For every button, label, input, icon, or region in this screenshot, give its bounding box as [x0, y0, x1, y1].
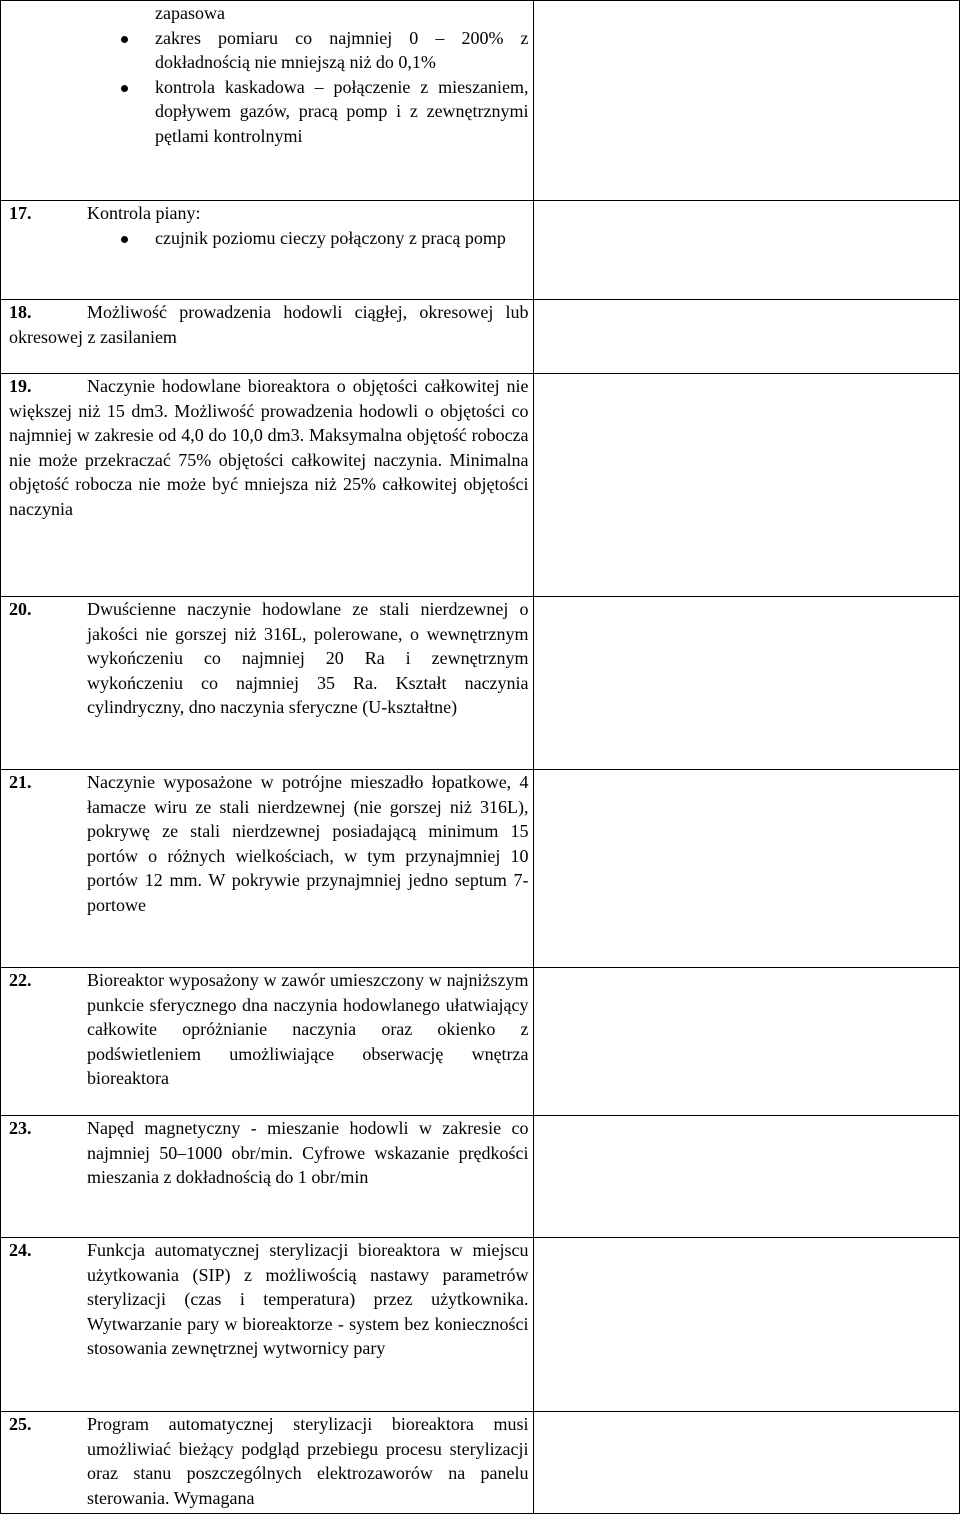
item-text: Bioreaktor wyposażony w zawór umieszczony w najniższym punkcie sferycznego dna naczynia hodowlanego ułatwiający całkowite opróżnianie naczynia oraz okienko z podświetleniem umożliwiające obserwację wnętrza bioreaktora	[87, 970, 529, 1088]
offer-cell	[533, 300, 959, 374]
table-row	[1, 300, 960, 374]
list-item-text: zakres pomiaru co najmniej 0 – 200% z dokładnością nie mniejszą niż do 0,1%	[155, 27, 529, 72]
description-cell	[1, 201, 534, 300]
table-row	[1, 597, 960, 770]
item-number: 19.	[9, 376, 32, 396]
item-number: 25.	[9, 1414, 32, 1434]
item-number: 20.	[9, 599, 32, 619]
description-cell	[1, 1238, 534, 1412]
item-text: Naczynie hodowlane bioreaktora o objętości całkowitej nie większej niż 15 dm3. Możliwość prowadzenia hodowli o objętości co najmniej w zakresie od 4,0 do 10,0 dm3. Maksymalna objętość robocza nie może przekraczać 75% objętości całkowitej naczynia. Minimalna objętość robocza nie może być mniejsza niż 25% całkowitej objętości naczynia	[9, 376, 529, 519]
offer-cell	[533, 374, 959, 597]
table-row	[1, 1412, 960, 1514]
item-text: Napęd magnetyczny - mieszanie hodowli w zakresie co najmniej 50–1000 obr/min. Cyfrowe wskazanie prędkości mieszania z dokładnością do 1 obr/min	[87, 1118, 529, 1187]
offer-cell	[533, 1, 959, 201]
description-cell	[1, 1412, 534, 1514]
list-item	[155, 26, 529, 75]
item-text: Kontrola piany:	[87, 203, 201, 223]
description-cell	[1, 597, 534, 770]
table-row	[1, 770, 960, 968]
offer-cell	[533, 1238, 959, 1412]
description-cell	[1, 1116, 534, 1238]
description-cell	[1, 968, 534, 1116]
bullet-icon	[121, 85, 128, 92]
table-row	[1, 201, 960, 300]
table-row	[1, 1116, 960, 1238]
item-number: 22.	[9, 970, 32, 990]
description-cell	[1, 374, 534, 597]
item-number: 24.	[9, 1240, 32, 1260]
table-row	[1, 1, 960, 201]
item-text: Możliwość prowadzenia hodowli ciągłej, okresowej lub okresowej z zasilaniem	[9, 302, 529, 347]
description-cell	[1, 1, 534, 201]
list-item-text: kontrola kaskadowa – połączenie z mieszaniem, dopływem gazów, pracą pomp i z zewnętrznymi pętlami kontrolnymi	[155, 76, 529, 146]
bullet-icon	[121, 36, 128, 43]
item-text: Funkcja automatycznej sterylizacji bioreaktora w miejscu użytkowania (SIP) z możliwością nastawy parametrów sterylizacji (czas i temperatura) przez użytkownika. Wytwarzanie pary w bioreaktorze - system bez konieczności stosowania zewnętrznej wytwornicy pary	[87, 1240, 529, 1358]
item-text: Naczynie wyposażone w potrójne mieszadło łopatkowe, 4 łamacze wiru ze stali nierdzewnej (nie gorszej niż 316L), pokrywę ze stali nierdzewnej posiadającą minimum 15 portów o różnych wielkościach, w tym przynajmniej 10 portów 12 mm. W pokrywie przynajmniej jedno septum 7-portowe	[87, 772, 529, 915]
offer-cell	[533, 770, 959, 968]
description-cell	[1, 770, 534, 968]
continued-text: zapasowa	[155, 3, 225, 23]
offer-cell	[533, 597, 959, 770]
item-number: 21.	[9, 772, 32, 792]
table-row	[1, 374, 960, 597]
item-number: 18.	[9, 302, 32, 322]
item-text: Dwuścienne naczynie hodowlane ze stali nierdzewnej o jakości nie gorszej niż 316L, polerowane, o wewnętrznym wykończeniu co najmniej 20 Ra i zewnętrznym wykończeniu co najmniej 35 Ra. Kształt naczynia cylindryczny, dno naczynia sferyczne (U-kształtne)	[87, 599, 529, 717]
item-number: 23.	[9, 1118, 32, 1138]
list-item-text: czujnik poziomu cieczy połączony z pracą pomp	[155, 227, 506, 248]
offer-cell	[533, 201, 959, 300]
item-text: Program automatycznej sterylizacji bioreaktora musi umożliwiać bieżący podgląd przebiegu procesu sterylizacji oraz stanu poszczególnych elektrozaworów na panelu sterowania. Wymagana	[87, 1414, 529, 1508]
item-number: 17.	[9, 203, 32, 223]
offer-cell	[533, 1116, 959, 1238]
table-row	[1, 968, 960, 1116]
list-item	[155, 226, 529, 251]
table-row	[1, 1238, 960, 1412]
list-item	[155, 75, 529, 149]
bullet-list	[1, 226, 529, 251]
bullet-list	[1, 26, 529, 149]
bullet-icon	[121, 236, 128, 243]
description-cell	[1, 300, 534, 374]
offer-cell	[533, 968, 959, 1116]
offer-cell	[533, 1412, 959, 1514]
